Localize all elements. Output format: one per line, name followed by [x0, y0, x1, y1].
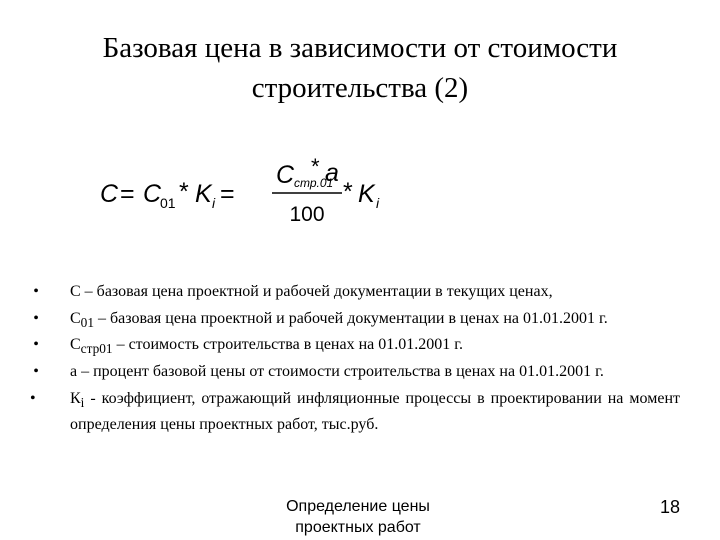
slide-title-line-2: строительства (2) [251, 72, 469, 104]
definition-symbol: а [70, 363, 78, 381]
definition-symbol: С [70, 336, 81, 354]
formula-c: C [100, 180, 119, 208]
definition-symbol-subscript: 01 [80, 314, 94, 330]
formula-a: a [325, 159, 339, 187]
formula-c01-subscript: 01 [160, 195, 176, 211]
definition-text: - коэффициент, отражающий инфляционные процессы в проектировании на момент определения цены проектных работ, тыс.руб. [70, 389, 680, 434]
formula-c01: C [143, 180, 162, 208]
formula-multiply-1: * [179, 178, 189, 206]
bullet-dot: • [33, 363, 39, 381]
slide-title [60, 28, 660, 108]
definition-item [30, 334, 680, 361]
definition-item [30, 281, 680, 308]
bullet-dot: • [33, 283, 39, 300]
formula-multiply-2: * [343, 178, 353, 206]
definitions-list [30, 281, 680, 437]
formula-equals-1: = [120, 180, 135, 208]
slide-title-line-1: Базовая цена в зависимости от стоимости [102, 32, 618, 64]
definition-symbol-subscript: стр01 [80, 341, 113, 357]
bullet-dot: • [33, 309, 39, 327]
definition-item [30, 361, 680, 388]
definition-item [30, 308, 680, 335]
slide-footer [258, 496, 458, 538]
bullet-dot: • [33, 336, 39, 354]
formula-equals-2: = [220, 180, 235, 208]
footer-line-2: проектных работ [295, 519, 421, 536]
formula-denominator: 100 [289, 203, 325, 226]
formula-k1: K [195, 180, 212, 208]
bullet-dot: • [30, 389, 36, 407]
definition-symbol: С [70, 309, 81, 327]
price-formula [0, 150, 720, 240]
definition-item [30, 388, 680, 437]
definition-symbol-subscript: i [80, 394, 85, 410]
definition-text: – процент базовой цены от стоимости строительства в ценах на 01.01.2001 г. [77, 363, 604, 381]
formula-svg [0, 150, 720, 240]
formula-k2: K [358, 180, 375, 208]
formula-multiply-numerator: * [311, 154, 320, 179]
definition-symbol: С [70, 283, 81, 300]
definition-text: – базовая цена проектной и рабочей документации в ценах на 01.01.2001 г. [94, 309, 608, 327]
definition-text: – базовая цена проектной и рабочей документации в текущих ценах, [80, 283, 553, 300]
page-number: 18 [659, 497, 680, 517]
formula-cstr-subscript: стр.01 [294, 176, 334, 190]
formula-k2-subscript: i [376, 195, 380, 211]
formula-k1-subscript: i [212, 195, 216, 211]
formula-cstr: C [276, 161, 295, 189]
definition-text: – стоимость строительства в ценах на 01.01.2001 г. [112, 336, 464, 354]
definition-symbol: К [70, 389, 81, 407]
footer-line-1: Определение цены [286, 498, 430, 515]
